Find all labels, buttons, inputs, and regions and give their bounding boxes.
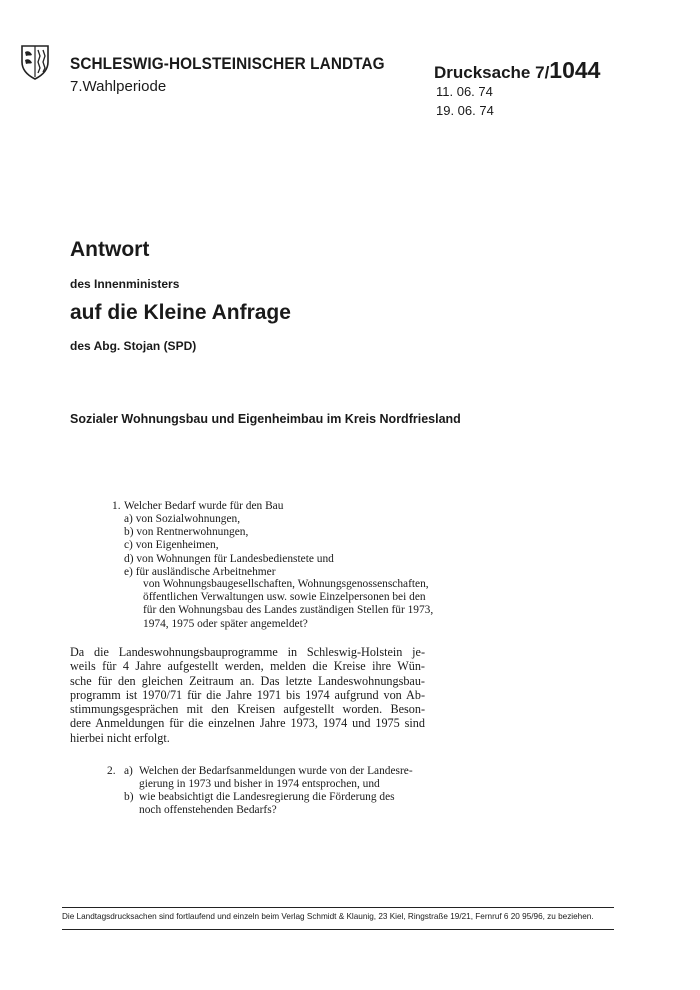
item-text: [139, 765, 413, 791]
coat-of-arms-icon: [20, 44, 50, 80]
question-2-number: 2.: [107, 765, 116, 777]
question-1-items: [124, 513, 334, 579]
drucksache-label: Drucksache 7/: [434, 63, 550, 82]
item-label: a): [124, 765, 133, 777]
text-line: von Wohnungsbaugesellschaften, Wohnungsgenossenschaften,: [143, 578, 429, 590]
drucksache-id: 1044: [549, 57, 601, 83]
drucksache-number: [434, 57, 600, 84]
footer-note: Die Landtagsdrucksachen sind fortlaufend und einzeln beim Verlag Schmidt & Klaunig, 23 Kiel, Ringstraße 19/21, Fernruf 6 20 95/96, zu beziehen.: [62, 912, 594, 921]
question-2b: [124, 791, 421, 817]
text-line: gierung in 1973 und bisher in 1974 entsprochen, und: [139, 778, 380, 791]
text-line: Da die Landeswohnungsbauprogramme in Schleswig-Holstein je-: [70, 645, 425, 659]
text-line: dere Anmeldungen für die einzelnen Jahre 1973, 1974 und 1975 sind: [70, 716, 425, 731]
list-item: b) von Rentnerwohnungen,: [124, 526, 249, 539]
list-item: c) von Eigenheimen,: [124, 539, 219, 552]
list-item: d) von Wohnungen für Landesbedienstete und: [124, 552, 334, 565]
question-2a: [124, 765, 421, 791]
doc-subtitle-member: des Abg. Stojan (SPD): [70, 339, 197, 353]
text-line: 1974, 1975 oder später angemeldet?: [143, 617, 308, 630]
item-label: b): [124, 791, 134, 803]
question-1-number: 1.: [112, 500, 121, 512]
text-line: stimmungsgesprächen mit den Kreisen aufgestellt worden. Beson-: [70, 702, 425, 717]
item-text: [139, 791, 395, 817]
text-line: wie beabsichtigt die Landesregierung die Förderung des: [139, 791, 395, 803]
parliament-name: SCHLESWIG-HOLSTEINISCHER LANDTAG: [70, 55, 385, 73]
date-2: 19. 06. 74: [436, 103, 494, 118]
footer-divider-top: [62, 907, 614, 908]
question-1-tail: [143, 578, 434, 631]
text-line: noch offenstehenden Bedarfs?: [139, 804, 277, 817]
list-item: a) von Sozialwohnungen,: [124, 513, 241, 525]
doc-title-kleine-anfrage: auf die Kleine Anfrage: [70, 301, 291, 324]
election-period: 7.Wahlperiode: [70, 78, 167, 95]
doc-title-antwort: Antwort: [70, 238, 150, 261]
footer-divider-bottom: [62, 929, 614, 930]
question-1-intro: Welcher Bedarf wurde für den Bau: [124, 500, 284, 512]
doc-subtitle-ministry: des Innenministers: [70, 277, 180, 291]
answer-1: [70, 645, 425, 745]
text-line: sche für den gleichen Zeitraum an. Das letzte Landeswohnungsbau-: [70, 673, 425, 688]
text-line: weils für 4 Jahre aufgestellt werden, melden die Kreise ihre Wün-: [70, 659, 425, 674]
text-line: hierbei nicht erfolgt.: [70, 730, 170, 745]
list-item: e) für ausländische Arbeitnehmer: [124, 565, 276, 578]
date-1: 11. 06. 74: [436, 84, 493, 99]
doc-subject: Sozialer Wohnungsbau und Eigenheimbau im Kreis Nordfriesland: [70, 412, 461, 426]
text-line: öffentlichen Verwaltungen usw. sowie Einzelpersonen bei den: [143, 591, 426, 604]
text-line: für den Wohnungsbau des Landes zuständigen Stellen für 1973,: [143, 604, 434, 617]
text-line: programm ist 1970/71 für die Jahre 1971 bis 1974 aufgrund von Ab-: [70, 687, 425, 702]
text-line: Welchen der Bedarfsanmeldungen wurde von der Landesre-: [139, 765, 413, 777]
